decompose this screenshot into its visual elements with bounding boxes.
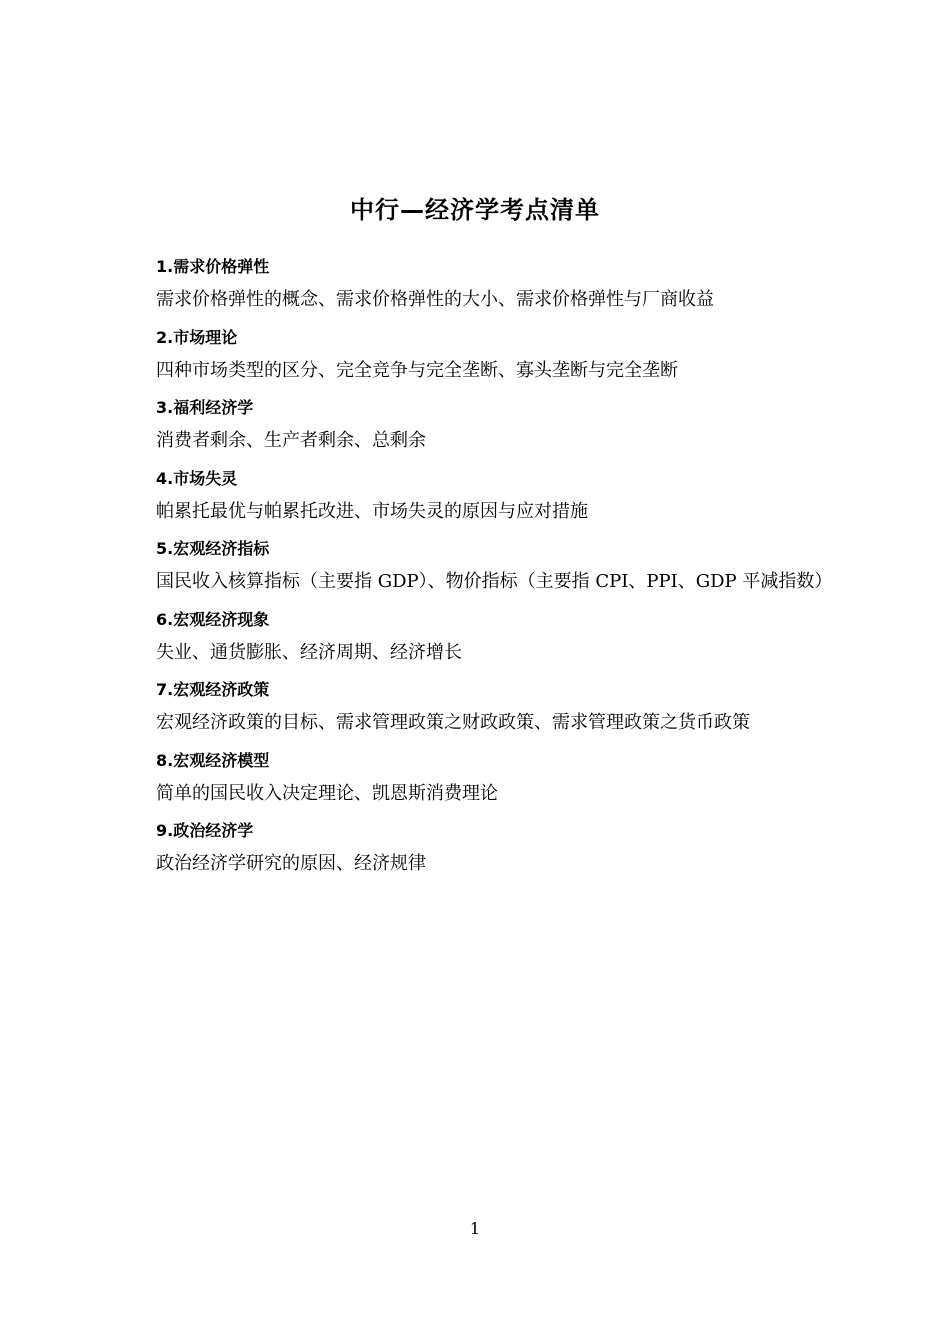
section-body: 失业、通货膨胀、经济周期、经济增长 [156,641,462,663]
section-body: 简单的国民收入决定理论、凯恩斯消费理论 [156,782,498,804]
section-5 [156,536,876,607]
section-9 [156,818,876,889]
section-body: 政治经济学研究的原因、经济规律 [156,853,426,874]
section-body: 帕累托最优与帕累托改进、市场失灵的原因与应对措施 [156,500,588,522]
section-6 [156,607,876,678]
section-7 [156,677,876,748]
section-body: 宏观经济政策的目标、需求管理政策之财政政策、需求管理政策之货币政策 [156,712,750,733]
section-heading: 6.宏观经济现象 [156,609,270,629]
section-body: 四种市场类型的区分、完全竞争与完全垄断、寡头垄断与完全垄断 [156,359,678,381]
section-heading: 2.市场理论 [156,327,238,347]
section-heading: 5.宏观经济指标 [156,539,270,558]
section-heading: 1.需求价格弹性 [156,257,270,276]
section-heading: 7.宏观经济政策 [156,680,270,699]
section-heading: 9.政治经济学 [156,821,254,840]
section-1 [156,254,876,325]
section-heading: 8.宏观经济模型 [156,750,270,770]
page-title: 中行—经济学考点清单 [350,196,600,224]
section-3 [156,395,876,466]
section-4 [156,466,876,537]
page-number: 1 [469,1219,481,1238]
section-8 [156,748,876,819]
section-body: 需求价格弹性的概念、需求价格弹性的大小、需求价格弹性与厂商收益 [156,289,714,310]
section-heading: 4.市场失灵 [156,468,238,488]
topic-list [156,254,876,889]
section-2 [156,325,876,396]
section-heading: 3.福利经济学 [156,398,254,417]
section-body: 消费者剩余、生产者剩余、总剩余 [156,430,426,451]
section-body: 国民收入核算指标（主要指 GDP）、物价指标（主要指 CPI、PPI、GDP 平减指数） [156,571,833,592]
